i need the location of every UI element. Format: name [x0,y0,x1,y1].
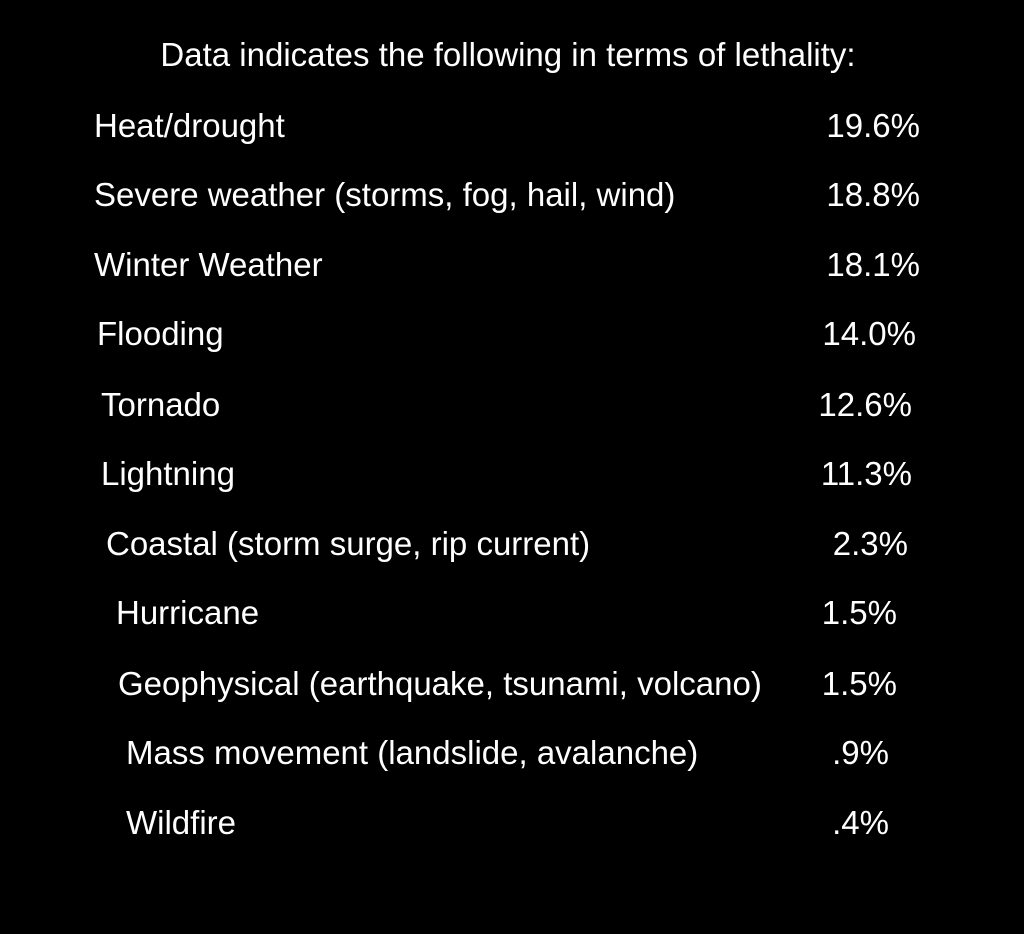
hazard-label: Flooding [97,315,224,352]
hazard-label: Winter Weather [94,246,323,283]
lethality-percent: 14.0% [822,315,916,352]
hazard-label: Hurricane [116,594,260,631]
table-row [0,659,1024,709]
hazard-label: Tornado [101,386,221,423]
table-row [0,380,1024,430]
lethality-percent: .4% [832,804,889,841]
table-row [0,588,1024,638]
table-row [0,449,1024,499]
slide-title: Data indicates the following in terms of lethality: [160,36,856,73]
hazard-label: Lightning [101,455,235,492]
lethality-percent: 11.3% [820,455,912,492]
lethality-percent: 2.3% [832,525,908,562]
hazard-label: Wildfire [126,804,237,841]
lethality-percent: 18.1% [826,246,920,283]
table-row [0,101,1024,151]
hazard-label: Heat/drought [94,107,285,144]
hazard-label: Severe weather (storms, fog, hail, wind) [94,176,676,213]
hazard-label: Geophysical (earthquake, tsunami, volcano) [118,665,762,702]
table-row [0,240,1024,290]
lethality-percent: 1.5% [821,594,897,631]
table-row [0,798,1024,848]
table-row [0,309,1024,359]
table-row [0,170,1024,220]
lethality-percent: 18.8% [826,176,920,213]
lethality-percent: 19.6% [826,107,920,144]
hazard-label: Coastal (storm surge, rip current) [106,525,591,562]
table-row [0,519,1024,569]
lethality-percent: 12.6% [818,386,912,423]
lethality-percent: 1.5% [821,665,897,702]
lethality-percent: .9% [832,734,889,771]
table-row [0,728,1024,778]
hazard-label: Mass movement (landslide, avalanche) [126,734,699,771]
